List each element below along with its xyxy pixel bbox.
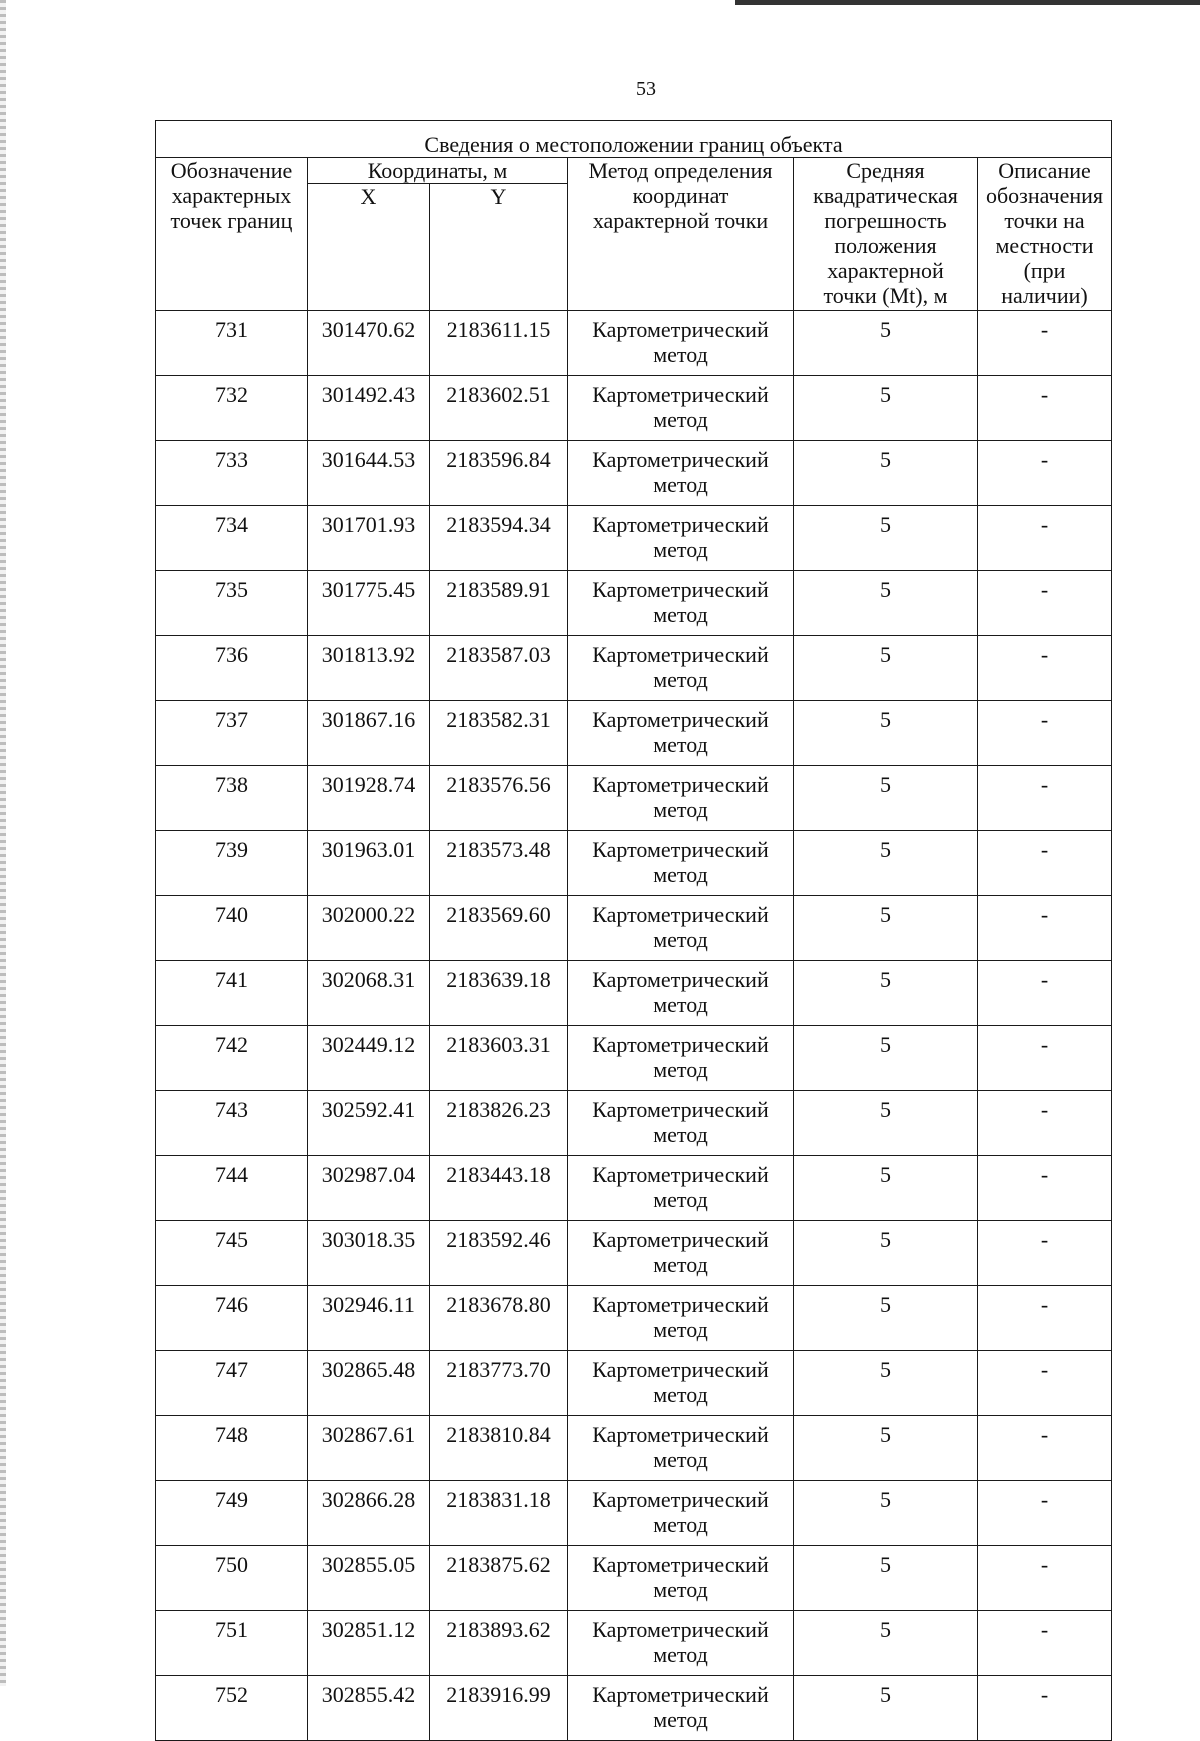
cell-mt: 5: [794, 311, 978, 376]
cell-y: 2183582.31: [430, 701, 568, 766]
cell-mt: 5: [794, 506, 978, 571]
cell-description: -: [978, 961, 1112, 1026]
cell-mt: 5: [794, 1481, 978, 1546]
cell-x: 302855.05: [308, 1546, 430, 1611]
cell-mt: 5: [794, 1676, 978, 1741]
cell-method: Картометрический метод: [568, 376, 794, 441]
cell-description: -: [978, 441, 1112, 506]
cell-method: Картометрический метод: [568, 701, 794, 766]
cell-description: -: [978, 766, 1112, 831]
cell-point-id: 731: [156, 311, 308, 376]
cell-point-id: 751: [156, 1611, 308, 1676]
table-row: [156, 1611, 1112, 1676]
cell-description: -: [978, 1676, 1112, 1741]
header-method: Метод определения координат характерной точки: [568, 158, 794, 311]
table-row: [156, 766, 1112, 831]
cell-method: Картометрический метод: [568, 571, 794, 636]
cell-method: Картометрический метод: [568, 766, 794, 831]
header-y: Y: [430, 184, 568, 311]
cell-mt: 5: [794, 441, 978, 506]
cell-mt: 5: [794, 1091, 978, 1156]
cell-x: 302068.31: [308, 961, 430, 1026]
cell-y: 2183603.31: [430, 1026, 568, 1091]
table-row: [156, 1221, 1112, 1286]
cell-mt: 5: [794, 1416, 978, 1481]
cell-description: -: [978, 831, 1112, 896]
cell-method: Картометрический метод: [568, 1156, 794, 1221]
cell-y: 2183569.60: [430, 896, 568, 961]
cell-y: 2183639.18: [430, 961, 568, 1026]
cell-x: 301470.62: [308, 311, 430, 376]
cell-method: Картометрический метод: [568, 441, 794, 506]
cell-y: 2183810.84: [430, 1416, 568, 1481]
table-title-row: [156, 121, 1112, 158]
cell-description: -: [978, 701, 1112, 766]
cell-description: -: [978, 1026, 1112, 1091]
table-row: [156, 376, 1112, 441]
table-title: Сведения о местоположении границ объекта: [156, 121, 1112, 158]
cell-mt: 5: [794, 1351, 978, 1416]
cell-method: Картометрический метод: [568, 636, 794, 701]
cell-point-id: 752: [156, 1676, 308, 1741]
table-row: [156, 311, 1112, 376]
cell-x: 302946.11: [308, 1286, 430, 1351]
cell-method: Картометрический метод: [568, 831, 794, 896]
table-header: [156, 121, 1112, 311]
cell-x: 301867.16: [308, 701, 430, 766]
cell-point-id: 734: [156, 506, 308, 571]
cell-point-id: 737: [156, 701, 308, 766]
cell-description: -: [978, 311, 1112, 376]
cell-y: 2183576.56: [430, 766, 568, 831]
header-x: X: [308, 184, 430, 311]
cell-mt: 5: [794, 1546, 978, 1611]
table-body: [156, 311, 1112, 1741]
cell-point-id: 749: [156, 1481, 308, 1546]
cell-method: Картометрический метод: [568, 506, 794, 571]
table-row: [156, 1546, 1112, 1611]
cell-x: 301775.45: [308, 571, 430, 636]
cell-method: Картометрический метод: [568, 1611, 794, 1676]
table-row: [156, 1481, 1112, 1546]
cell-x: 301644.53: [308, 441, 430, 506]
cell-description: -: [978, 1416, 1112, 1481]
cell-point-id: 746: [156, 1286, 308, 1351]
cell-y: 2183573.48: [430, 831, 568, 896]
cell-point-id: 742: [156, 1026, 308, 1091]
table-row: [156, 1091, 1112, 1156]
cell-method: Картометрический метод: [568, 1026, 794, 1091]
cell-y: 2183594.34: [430, 506, 568, 571]
cell-x: 301492.43: [308, 376, 430, 441]
cell-x: 302000.22: [308, 896, 430, 961]
cell-point-id: 732: [156, 376, 308, 441]
cell-point-id: 748: [156, 1416, 308, 1481]
cell-point-id: 740: [156, 896, 308, 961]
cell-method: Картометрический метод: [568, 1546, 794, 1611]
cell-mt: 5: [794, 1221, 978, 1286]
cell-point-id: 738: [156, 766, 308, 831]
cell-x: 301963.01: [308, 831, 430, 896]
cell-point-id: 733: [156, 441, 308, 506]
page-number: 53: [636, 78, 656, 100]
cell-y: 2183589.91: [430, 571, 568, 636]
cell-description: -: [978, 1286, 1112, 1351]
cell-description: -: [978, 376, 1112, 441]
cell-y: 2183592.46: [430, 1221, 568, 1286]
cell-description: -: [978, 1156, 1112, 1221]
cell-y: 2183875.62: [430, 1546, 568, 1611]
cell-point-id: 743: [156, 1091, 308, 1156]
table-row: [156, 1026, 1112, 1091]
cell-x: 302855.42: [308, 1676, 430, 1741]
table-row: [156, 571, 1112, 636]
table-row: [156, 441, 1112, 506]
boundary-table: [155, 120, 1112, 1741]
cell-x: 301928.74: [308, 766, 430, 831]
cell-mt: 5: [794, 831, 978, 896]
cell-x: 301701.93: [308, 506, 430, 571]
cell-method: Картометрический метод: [568, 1221, 794, 1286]
cell-y: 2183831.18: [430, 1481, 568, 1546]
cell-x: 302987.04: [308, 1156, 430, 1221]
cell-y: 2183587.03: [430, 636, 568, 701]
cell-point-id: 747: [156, 1351, 308, 1416]
cell-description: -: [978, 1481, 1112, 1546]
cell-mt: 5: [794, 636, 978, 701]
cell-y: 2183893.62: [430, 1611, 568, 1676]
header-designation: Обозначение характерных точек границ: [156, 158, 308, 311]
cell-description: -: [978, 1351, 1112, 1416]
cell-method: Картометрический метод: [568, 1091, 794, 1156]
cell-point-id: 736: [156, 636, 308, 701]
cell-description: -: [978, 636, 1112, 701]
cell-y: 2183596.84: [430, 441, 568, 506]
table-row: [156, 961, 1112, 1026]
cell-description: -: [978, 1221, 1112, 1286]
cell-mt: 5: [794, 961, 978, 1026]
cell-mt: 5: [794, 1611, 978, 1676]
cell-point-id: 739: [156, 831, 308, 896]
cell-description: -: [978, 1091, 1112, 1156]
table-row: [156, 701, 1112, 766]
cell-method: Картометрический метод: [568, 1481, 794, 1546]
cell-point-id: 745: [156, 1221, 308, 1286]
table-row: [156, 1156, 1112, 1221]
table-row: [156, 1286, 1112, 1351]
cell-mt: 5: [794, 766, 978, 831]
cell-y: 2183773.70: [430, 1351, 568, 1416]
cell-method: Картометрический метод: [568, 1676, 794, 1741]
cell-x: 302592.41: [308, 1091, 430, 1156]
cell-mt: 5: [794, 896, 978, 961]
cell-point-id: 744: [156, 1156, 308, 1221]
cell-method: Картометрический метод: [568, 1351, 794, 1416]
cell-mt: 5: [794, 376, 978, 441]
cell-point-id: 741: [156, 961, 308, 1026]
cell-mt: 5: [794, 1026, 978, 1091]
table-row: [156, 1351, 1112, 1416]
cell-method: Картометрический метод: [568, 896, 794, 961]
cell-x: 302449.12: [308, 1026, 430, 1091]
header-row: [156, 158, 1112, 184]
table-row: [156, 896, 1112, 961]
cell-description: -: [978, 1611, 1112, 1676]
cell-x: 301813.92: [308, 636, 430, 701]
cell-y: 2183678.80: [430, 1286, 568, 1351]
cell-x: 302867.61: [308, 1416, 430, 1481]
cell-y: 2183611.15: [430, 311, 568, 376]
cell-description: -: [978, 1546, 1112, 1611]
cell-y: 2183916.99: [430, 1676, 568, 1741]
table-row: [156, 506, 1112, 571]
table-row: [156, 636, 1112, 701]
scan-top-edge: [735, 0, 1200, 5]
cell-method: Картометрический метод: [568, 1416, 794, 1481]
cell-description: -: [978, 506, 1112, 571]
cell-mt: 5: [794, 1286, 978, 1351]
cell-description: -: [978, 571, 1112, 636]
cell-y: 2183826.23: [430, 1091, 568, 1156]
cell-description: -: [978, 896, 1112, 961]
scan-edge: [0, 0, 6, 1686]
table-row: [156, 831, 1112, 896]
cell-y: 2183602.51: [430, 376, 568, 441]
cell-x: 303018.35: [308, 1221, 430, 1286]
cell-y: 2183443.18: [430, 1156, 568, 1221]
cell-point-id: 735: [156, 571, 308, 636]
table-row: [156, 1676, 1112, 1741]
cell-mt: 5: [794, 701, 978, 766]
header-coordinates: Координаты, м: [308, 158, 568, 184]
cell-point-id: 750: [156, 1546, 308, 1611]
table-row: [156, 1416, 1112, 1481]
cell-method: Картометрический метод: [568, 1286, 794, 1351]
cell-method: Картометрический метод: [568, 961, 794, 1026]
header-description: Описание обозначения точки на местности (при наличии): [978, 158, 1112, 311]
cell-mt: 5: [794, 571, 978, 636]
header-error: Средняя квадратическая погрешность положения характерной точки (Mt), м: [794, 158, 978, 311]
cell-method: Картометрический метод: [568, 311, 794, 376]
cell-x: 302866.28: [308, 1481, 430, 1546]
cell-x: 302865.48: [308, 1351, 430, 1416]
cell-mt: 5: [794, 1156, 978, 1221]
cell-x: 302851.12: [308, 1611, 430, 1676]
